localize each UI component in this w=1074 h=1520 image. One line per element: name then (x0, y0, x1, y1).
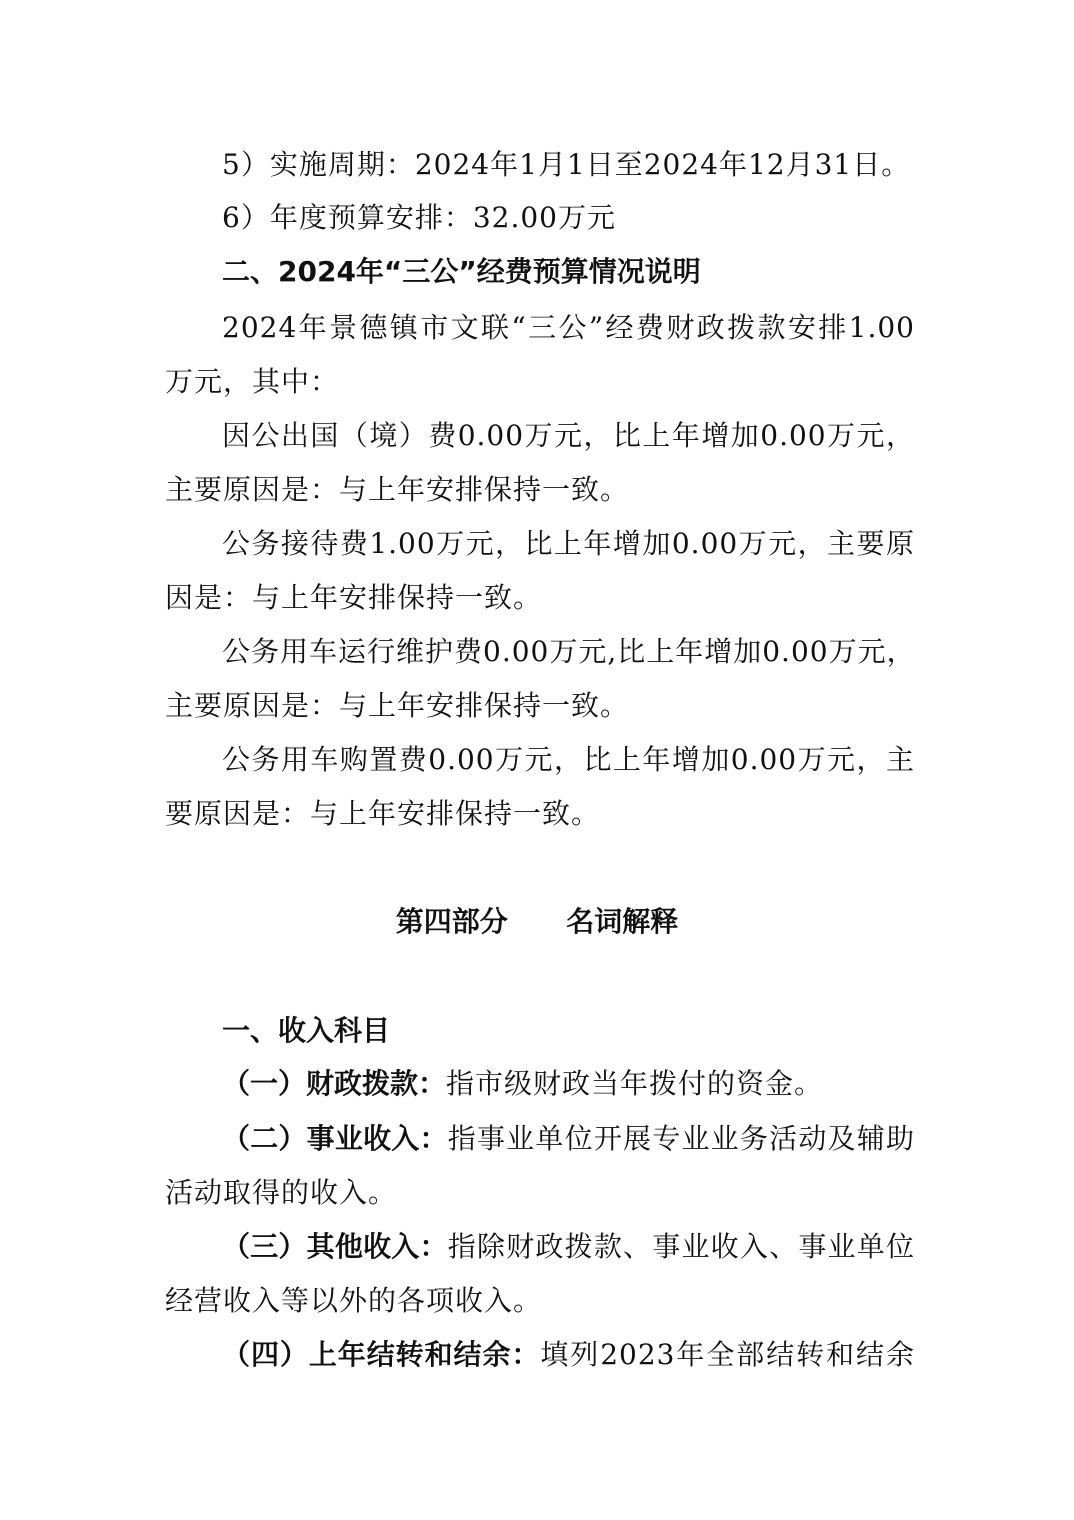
definition-item (222, 1119, 915, 1159)
implementation-period-line: 5）实施周期：2024年1月1日至2024年12月31日。 (222, 148, 911, 181)
paragraph-line: 主要原因是：与上年安排保持一致。 (165, 473, 630, 506)
annual-budget-line: 6）年度预算安排：32.00万元 (222, 201, 616, 234)
definition-text: 指事业单位开展专业业务活动及辅助 (447, 1122, 915, 1155)
definition-term: （二）事业收入： (222, 1122, 448, 1155)
paragraph-line: 公务用车购置费0.00万元，比上年增加0.00万元，主 (222, 743, 915, 776)
definition-continuation: 经营收入等以外的各项收入。 (165, 1284, 543, 1317)
paragraph-line: 2024年景德镇市文联“三公”经费财政拨款安排1.00 (222, 311, 915, 344)
definition-continuation: 活动取得的收入。 (165, 1176, 398, 1209)
definition-text: 填列2023年全部结转和结余 (540, 1338, 915, 1371)
definition-text: 指市级财政当年拨付的资金。 (446, 1067, 824, 1100)
definition-term: （一）财政拨款： (222, 1067, 447, 1100)
paragraph-line: 公务接待费1.00万元，比上年增加0.00万元，主要原 (222, 527, 915, 560)
income-subjects-heading: 一、收入科目 (222, 1014, 391, 1047)
paragraph-line: 要原因是：与上年安排保持一致。 (165, 797, 601, 830)
paragraph-line: 因是：与上年安排保持一致。 (165, 581, 543, 614)
definition-term: （三）其他收入： (222, 1230, 448, 1263)
paragraph-line: 万元，其中： (165, 365, 340, 398)
three-public-expenses-heading: 二、2024年“三公”经费预算情况说明 (222, 255, 701, 288)
definition-item (222, 1227, 915, 1267)
paragraph-line: 主要原因是：与上年安排保持一致。 (165, 689, 630, 722)
definition-term: （四）上年结转和结余： (222, 1338, 541, 1371)
paragraph-line: 因公出国（境）费0.00万元，比上年增加0.00万元， (222, 419, 915, 452)
paragraph-line: 公务用车运行维护费0.00万元,比上年增加0.00万元， (222, 635, 916, 668)
definition-item (222, 1335, 915, 1375)
section-title: 第四部分 名词解释 (395, 905, 679, 938)
definition-item (222, 1064, 915, 1104)
definition-text: 指除财政拨款、事业收入、事业单位 (447, 1230, 915, 1263)
